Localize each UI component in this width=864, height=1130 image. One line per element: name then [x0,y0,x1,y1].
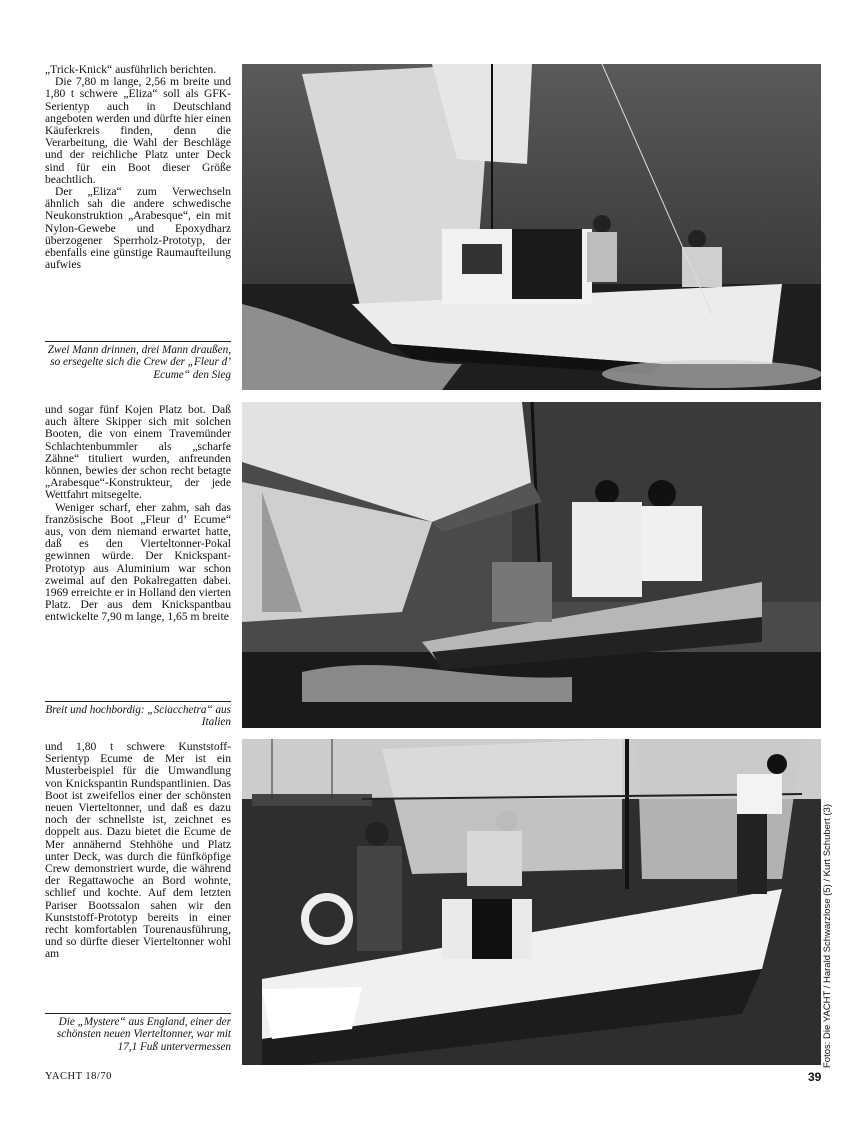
text-column-1 [45,64,231,271]
paragraph: „Trick-Knick“ ausführlich berichten. [45,63,217,76]
photo-eliza-sailboat [242,64,821,390]
photo-credit: Fotos: Die YACHT / Harald Schwarzlose (5) / Kurt Schubert (3) [822,804,833,1068]
photo-caption-2: Breit und hochbordig: „Sciacchetra“ aus Italien [45,701,231,729]
page-number: 39 [808,1070,822,1084]
paragraph: und sogar fünf Kojen Platz bot. Daß auch ältere Skipper sich mit solchen Booten, die von einem Travemünder Schlachtenbummler als „scharfe Zähne“ tituliert wurden, anfreunden können, bewies der schon recht betagte „Arabesque“-Konstrukteur, der jede Wettfahrt mitsegelte. [45,403,231,502]
photo-sciacchetra-sailboat [242,402,821,728]
photo-caption-1: Zwei Mann drinnen, drei Mann draußen, so ersegelte sich die Crew der „Fleur d’ Ecume“ den Sieg [45,341,231,381]
paragraph: Die 7,80 m lange, 2,56 m breite und 1,80 t schwere „Eliza“ soll als GFK-Serientyp auch in Deutschland angeboten werden und dürfte hier einen Käuferkreis finden, denn die Verarbeitung, die Wahl der Beschläge und der reichliche Platz unter Deck sind für ein Boot dieser Größe beachtlich. [45,75,231,186]
paragraph: und 1,80 t schwere Kunststoff-Serientyp Ecume de Mer ist ein Musterbeispiel für die Umwandlung von Knickspantin Rundspantlinien. Das Boot ist zweifellos einer der schönsten neuen Vierteltonner, und daß es dazu noch der schnellste ist, zeichnet es doppelt aus. Dazu bietet die Ecume de Mer annähernd Stehhöhe und Platz unter Deck, was durch die fünfköpfige Crew demonstriert wurde, die während der Regattawoche an Bord wohnte, schlief und kochte. Auf dem letzten Pariser Bootssalon sahen wir den Kunststoff-Prototyp bereits in einer recht komfortablen Tourenausführung, und so dürfte dieser Vierteltonner wohl am [45,740,231,961]
photo-caption-3: Die „Mystere“ aus England, einer der schönsten neuen Vierteltonner, war mit 17,1 Fuß untervermessen [45,1013,231,1053]
magazine-issue: YACHT 18/70 [45,1071,112,1082]
photo-mystere-sailboat [242,739,821,1065]
paragraph: Weniger scharf, eher zahm, sah das französische Boot „Fleur d’ Ecume“ aus, von dem niemand erwartet hatte, daß es den Vierteltonner-Pokal gewinnen würde. Der Knickspant-Prototyp aus Aluminium war schon zweimal auf den Pokalregatten dabei. 1969 erreichte er in Holland den vierten Platz. Der aus dem Knickspantbau entwickelte 7,90 m lange, 1,65 m breite [45,500,231,624]
text-column-3 [45,741,231,961]
text-column-2 [45,404,231,624]
paragraph: Der „Eliza“ zum Verwechseln ähnlich sah die andere schwedische Neukonstruktion „Arabesque“, ein mit Nylon-Gewebe und Epoxydharz überzogener Sperrholz-Prototyp, der ebenfalls eine günstige Raumaufteilung aufwies [45,185,231,272]
